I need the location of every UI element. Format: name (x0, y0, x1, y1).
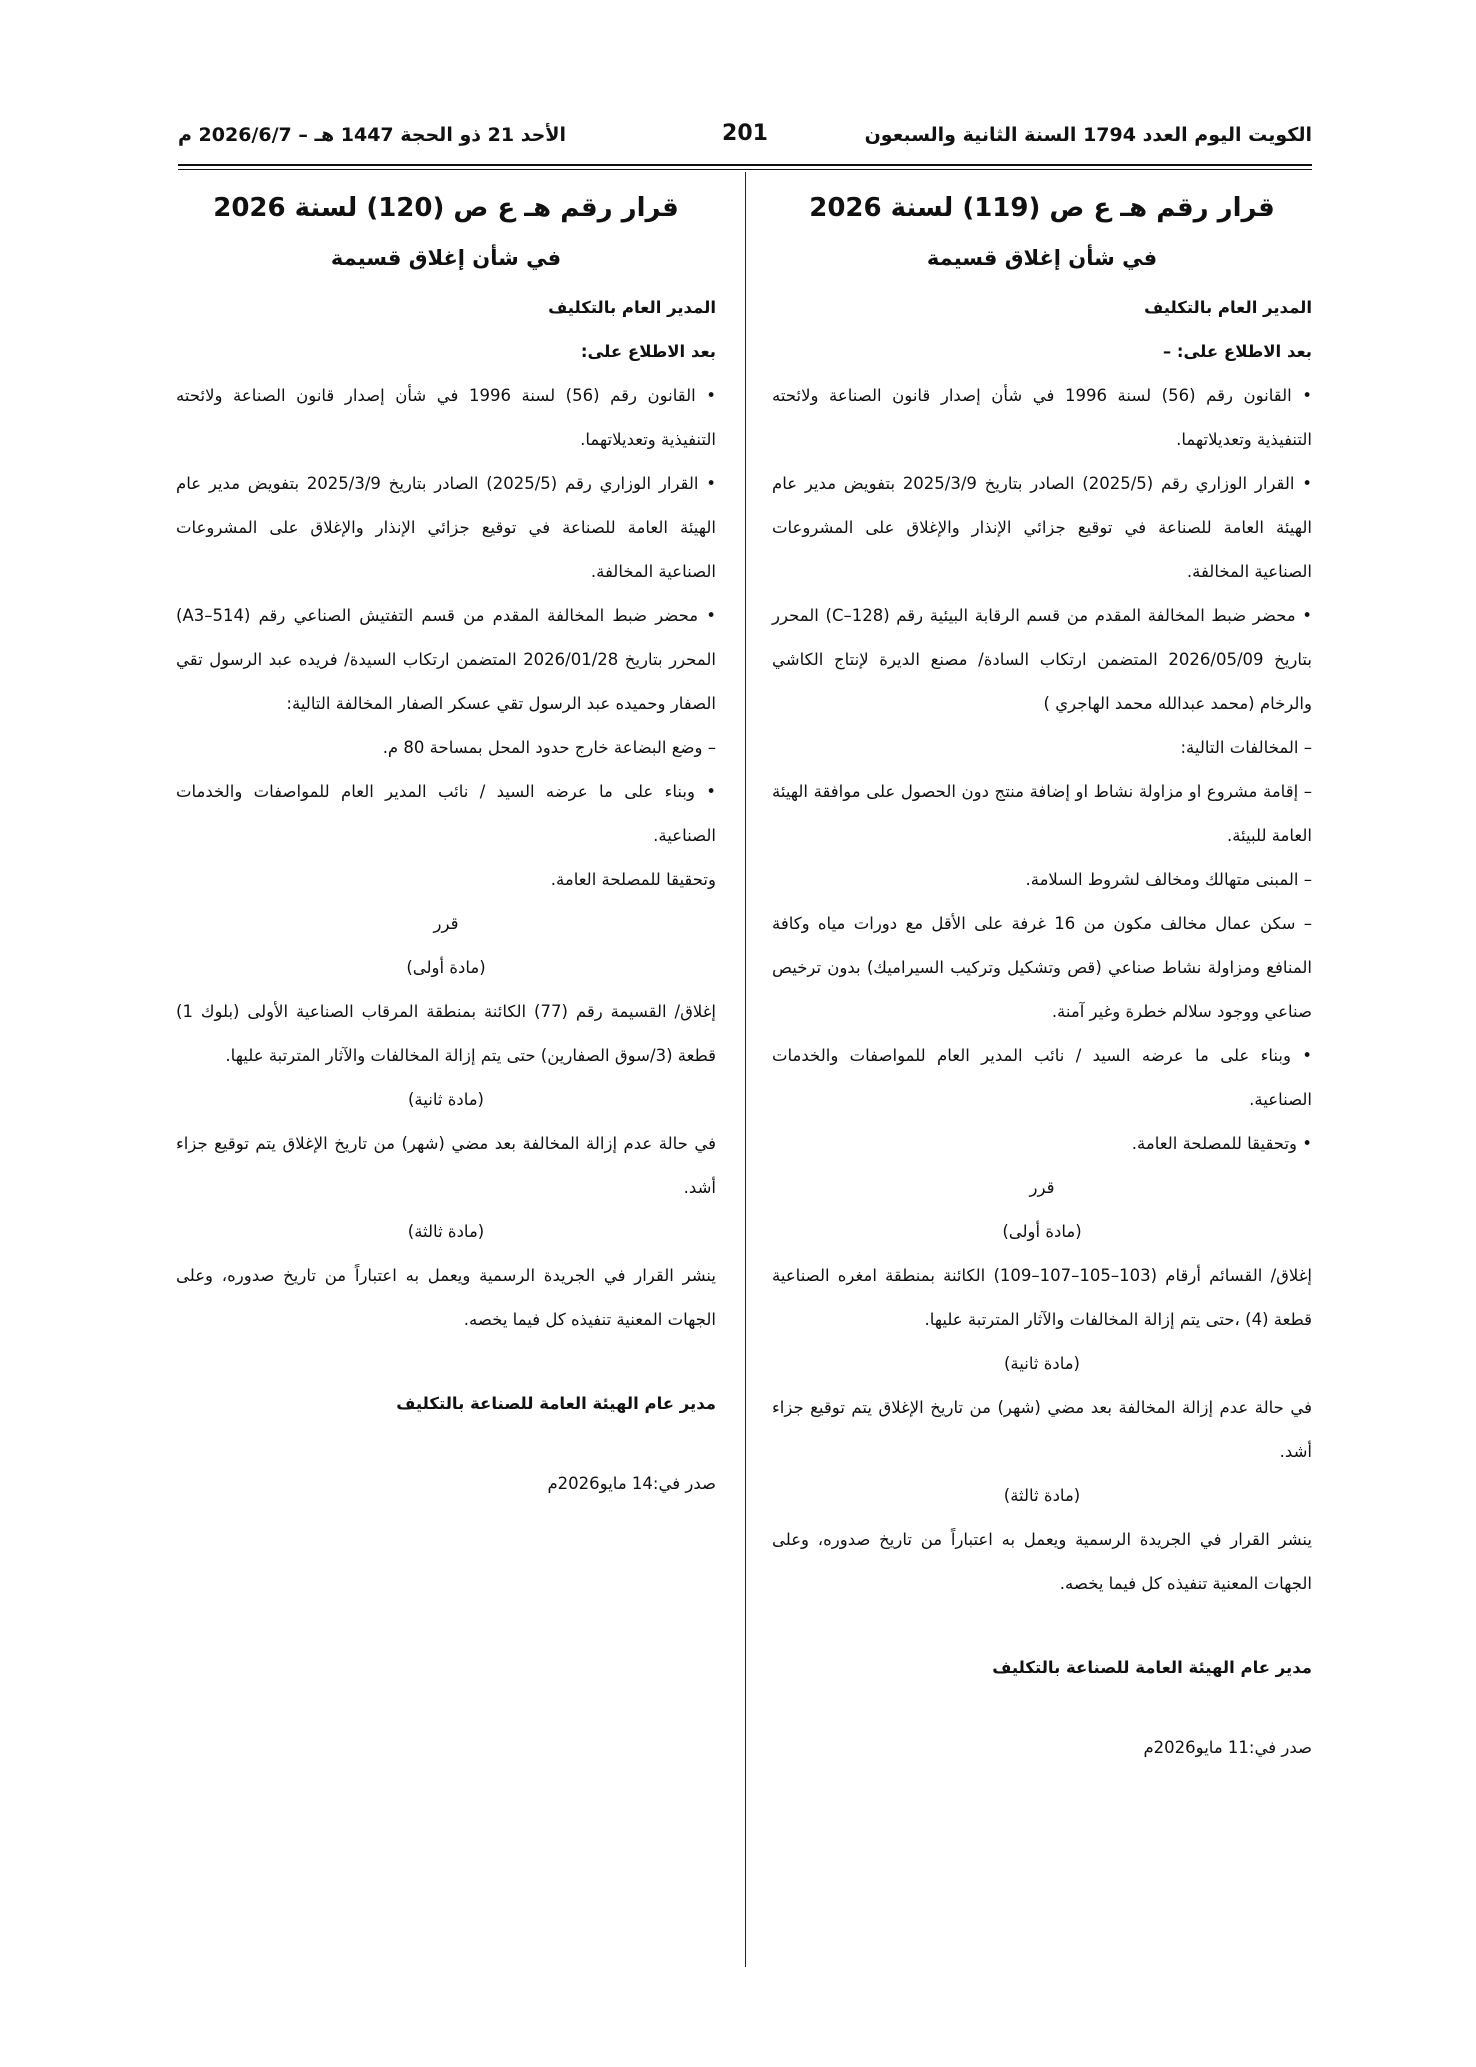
signature: مدير عام الهيئة العامة للصناعة بالتكليف (992, 1658, 1312, 1677)
decided-label: قرر (1029, 1178, 1055, 1197)
article-3-title: (مادة ثالثة) (407, 1222, 485, 1241)
spacer (772, 1606, 1312, 1646)
issue-date: صدر في:11 مايو2026م (1143, 1738, 1312, 1757)
column-divider (745, 172, 746, 1967)
issuer: المدير العام بالتكليف (1144, 298, 1312, 317)
preamble-item: – سكن عمال مخالف مكون من 16 غرفة على الأقل مع دورات مياه وكافة المنافع ومزاولة نشاط صناعي (قص وتشكيل وتركيب السيراميك) بدون ترخيص صناعي ووجود سلالم خطرة وغير آمنة. (772, 914, 1312, 1021)
article-1-title: (مادة أولى) (1002, 1222, 1082, 1241)
header-publication: الكويت اليوم العدد 1794 السنة الثانية والسبعون (864, 124, 1312, 146)
preamble-item: • محضر ضبط المخالفة المقدم من قسم التفتيش الصناعي رقم (A3–514) المحرر بتاريخ 2026/01/28 المتضمن ارتكاب السيدة/ فريده عبد الرسول تقي الصفار وحميده عبد الرسول تقي عسكر الصفار المخالفة التالية: (176, 606, 716, 713)
preamble-item: – وضع البضاعة خارج حدود المحل بمساحة 80 م. (382, 738, 716, 757)
preamble: بعد الاطلاع على: – (1162, 342, 1312, 361)
decision-119 (772, 180, 1312, 1770)
page-header (178, 118, 1312, 158)
preamble-item: – إقامة مشروع او مزاولة نشاط او إضافة منتج دون الحصول على موافقة الهيئة العامة للبيئة. (772, 782, 1312, 845)
header-rule-thin (178, 169, 1312, 170)
preamble-item: • وبناء على ما عرضه السيد / نائب المدير العام للمواصفات والخدمات الصناعية. (772, 1046, 1312, 1109)
article-2-title: (مادة ثانية) (1003, 1354, 1080, 1373)
issuer: المدير العام بالتكليف (548, 298, 716, 317)
preamble-item: • محضر ضبط المخالفة المقدم من قسم الرقابة البيئية رقم (C–128) المحرر بتاريخ 2026/05/09 المتضمن ارتكاب السادة/ مصنع الديرة لإنتاج الكاشي والرخام (محمد عبدالله محمد الهاجري ) (772, 606, 1312, 713)
decision-title: قرار رقم هـ ع ص (119) لسنة 2026 (809, 193, 1275, 223)
preamble-item: • القانون رقم (56) لسنة 1996 في شأن إصدار قانون الصناعة ولائحته التنفيذية وتعديلاتهما. (772, 386, 1312, 449)
preamble-item: وتحقيقا للمصلحة العامة. (550, 870, 716, 889)
preamble-item: – المبنى متهالك ومخالف لشروط السلامة. (1025, 870, 1312, 889)
decision-120 (176, 180, 716, 1506)
preamble-item: – المخالفات التالية: (1180, 738, 1312, 757)
decision-title: قرار رقم هـ ع ص (120) لسنة 2026 (213, 193, 679, 223)
article-3-text: ينشر القرار في الجريدة الرسمية ويعمل به اعتباراً من تاريخ صدوره، وعلى الجهات المعنية تنفيذه كل فيما يخصه. (772, 1530, 1312, 1593)
spacer (176, 1426, 716, 1462)
spacer (772, 1690, 1312, 1726)
header-date: الأحد 21 ذو الحجة 1447 هـ – 2026/6/7 م (178, 124, 567, 146)
article-1-text: إغلاق/ القسيمة رقم (77) الكائنة بمنطقة المرقاب الصناعية الأولى (بلوك 1) قطعة (3/سوق الصفارين) حتى يتم إزالة المخالفات والآثار المترتبة عليها. (176, 1002, 716, 1065)
signature: مدير عام الهيئة العامة للصناعة بالتكليف (396, 1394, 716, 1413)
article-1-title: (مادة أولى) (406, 958, 486, 977)
decision-subtitle: في شأن إغلاق قسيمة (926, 246, 1158, 270)
article-2-text: في حالة عدم إزالة المخالفة بعد مضي (شهر) من تاريخ الإغلاق يتم توقيع جزاء أشد. (176, 1134, 716, 1197)
issue-date: صدر في:14 مايو2026م (547, 1474, 716, 1493)
decision-subtitle: في شأن إغلاق قسيمة (330, 246, 562, 270)
article-2-text: في حالة عدم إزالة المخالفة بعد مضي (شهر) من تاريخ الإغلاق يتم توقيع جزاء أشد. (772, 1398, 1312, 1461)
preamble-item: • القرار الوزاري رقم (2025/5) الصادر بتاريخ 2025/3/9 بتفويض مدير عام الهيئة العامة للصناعة في توقيع جزائي الإنذار والإغلاق على المشروعات الصناعية المخالفة. (772, 474, 1313, 581)
article-3-text: ينشر القرار في الجريدة الرسمية ويعمل به اعتباراً من تاريخ صدوره، وعلى الجهات المعنية تنفيذه كل فيما يخصه. (176, 1266, 716, 1329)
article-1-text: إغلاق/ القسائم أرقام (103–105–107–109) الكائنة بمنطقة امغره الصناعية قطعة (4) ،حتى يتم إزالة المخالفات والآثار المترتبة عليها. (772, 1266, 1312, 1329)
preamble: بعد الاطلاع على: (580, 342, 716, 361)
header-page-number: 201 (722, 121, 768, 146)
article-3-title: (مادة ثالثة) (1003, 1486, 1081, 1505)
preamble-item: • القانون رقم (56) لسنة 1996 في شأن إصدار قانون الصناعة ولائحته التنفيذية وتعديلاتهما. (176, 386, 716, 449)
preamble-item: • وبناء على ما عرضه السيد / نائب المدير العام للمواصفات والخدمات الصناعية. (176, 782, 716, 845)
preamble-item: • وتحقيقا للمصلحة العامة. (1131, 1134, 1312, 1153)
decided-label: قرر (433, 914, 459, 933)
preamble-item: • القرار الوزاري رقم (2025/5) الصادر بتاريخ 2025/3/9 بتفويض مدير عام الهيئة العامة للصناعة في توقيع جزائي الإنذار والإغلاق على المشروعات الصناعية المخالفة. (176, 474, 717, 581)
spacer (176, 1342, 716, 1382)
article-2-title: (مادة ثانية) (407, 1090, 484, 1109)
header-rule (178, 164, 1312, 166)
